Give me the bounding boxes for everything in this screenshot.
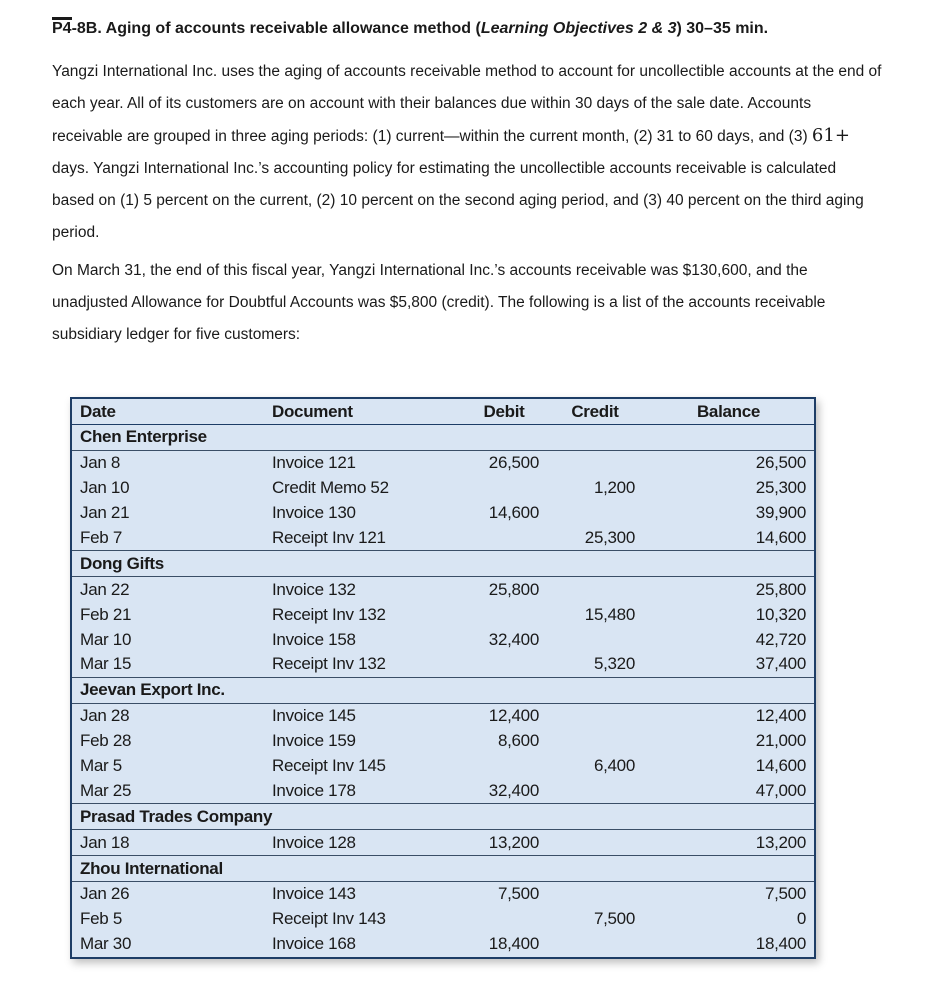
- table-row: [71, 882, 815, 907]
- customer-row: [71, 804, 815, 830]
- table-row: [71, 577, 815, 602]
- cell-credit: [547, 450, 643, 475]
- problem-number: P4: [52, 17, 72, 37]
- cell-debit: 13,200: [488, 832, 539, 852]
- cell-credit: [547, 830, 643, 856]
- cell-debit: [461, 652, 547, 677]
- cell-date: Mar 5: [80, 756, 122, 776]
- problem-paragraph-1: [52, 56, 882, 249]
- cell-credit: [547, 932, 643, 958]
- cell-debit: [461, 907, 547, 932]
- cell-balance: 47,000: [755, 780, 806, 800]
- cell-date: Mar 30: [80, 934, 132, 954]
- cell-balance: 18,400: [755, 934, 806, 954]
- table-row: [71, 907, 815, 932]
- cell-balance: 26,500: [755, 453, 806, 473]
- cell-document: Receipt Inv 143: [272, 909, 386, 929]
- customer-name: Dong Gifts: [71, 551, 815, 577]
- subsidiary-ledger-table: [70, 397, 816, 959]
- table-row: [71, 932, 815, 958]
- cell-document: Receipt Inv 132: [272, 604, 386, 624]
- cell-debit: [461, 602, 547, 627]
- cell-credit: 15,480: [584, 604, 635, 624]
- customer-row: [71, 551, 815, 577]
- cell-balance: 21,000: [755, 731, 806, 751]
- cell-document: Receipt Inv 121: [272, 528, 386, 547]
- cell-document: Invoice 130: [272, 503, 356, 523]
- customer-name: Chen Enterprise: [71, 425, 815, 451]
- cell-credit: [547, 501, 643, 526]
- cell-document: Invoice 168: [272, 934, 356, 954]
- ledger-body: [71, 425, 815, 958]
- table-row: [71, 627, 815, 652]
- customer-row: [71, 425, 815, 451]
- cell-debit: [461, 526, 547, 551]
- cell-credit: [547, 882, 643, 907]
- cell-date: Jan 18: [80, 832, 130, 852]
- table-row: [71, 652, 815, 677]
- cell-date: Feb 21: [80, 604, 132, 624]
- cell-date: Feb 5: [80, 909, 122, 929]
- cell-debit: 7,500: [497, 884, 539, 904]
- problem-heading: -8B. Aging of accounts receivable allowance method (: [71, 20, 481, 37]
- cell-debit: 32,400: [488, 629, 539, 649]
- cell-balance: 14,600: [755, 528, 806, 547]
- cell-credit: [547, 627, 643, 652]
- cell-debit: 32,400: [488, 780, 539, 800]
- cell-balance: 12,400: [755, 706, 806, 726]
- learning-objectives: Learning Objectives 2 & 3: [480, 20, 677, 37]
- cell-balance: 0: [796, 909, 806, 929]
- problem-paragraph-2: On March 31, the end of this fiscal year, Yangzi International Inc.’s accounts receivable was $130,600, and the unadjusted Allowance for Doubtful Accounts was $5,800 (credit). The following is a list of the accounts receivable subsidiary ledger for five customers:: [52, 262, 826, 343]
- header-credit: Credit: [547, 398, 643, 425]
- cell-document: Invoice 143: [272, 884, 356, 904]
- table-row: [71, 526, 815, 551]
- cell-debit: [461, 754, 547, 779]
- customer-name: Zhou International: [71, 856, 815, 882]
- paragraph-text: Yangzi International Inc. uses the aging of accounts receivable method to account for uncollectible accounts at the end of each year. All of its customers are on account with their balances due within 30 days of the sale date. Accounts receivable are grouped in three aging periods: (1) current—within the current month, (2) 31 to 60 days, and (3): [52, 63, 882, 145]
- header-date: Date: [71, 398, 264, 425]
- ledger-table-container: [70, 397, 816, 959]
- cell-credit: 7,500: [593, 909, 635, 929]
- table-row: [71, 450, 815, 475]
- cell-date: Mar 15: [80, 654, 132, 674]
- cell-document: Credit Memo 52: [272, 478, 389, 498]
- cell-date: Mar 25: [80, 780, 132, 800]
- cell-credit: 5,320: [593, 654, 635, 674]
- aging-period-label: 61+: [811, 125, 850, 146]
- cell-document: Invoice 178: [272, 780, 356, 800]
- cell-debit: 8,600: [497, 731, 539, 751]
- cell-debit: 18,400: [488, 934, 539, 954]
- problem-time: ) 30–35 min.: [676, 20, 769, 37]
- table-row: [71, 501, 815, 526]
- cell-debit: 14,600: [488, 503, 539, 523]
- cell-debit: 12,400: [488, 706, 539, 726]
- cell-credit: 25,300: [584, 528, 635, 547]
- cell-balance: 37,400: [755, 654, 806, 674]
- cell-document: Invoice 121: [272, 453, 356, 473]
- cell-date: Jan 10: [80, 478, 130, 498]
- cell-balance: 25,300: [755, 478, 806, 498]
- cell-document: Invoice 159: [272, 731, 356, 751]
- cell-balance: 13,200: [755, 832, 806, 852]
- cell-balance: 10,320: [755, 604, 806, 624]
- cell-balance: 14,600: [755, 756, 806, 776]
- cell-credit: [547, 729, 643, 754]
- header-document: Document: [264, 398, 461, 425]
- table-row: [71, 602, 815, 627]
- header-debit: Debit: [461, 398, 547, 425]
- customer-row: [71, 677, 815, 703]
- cell-document: Invoice 145: [272, 706, 356, 726]
- problem-title: [52, 20, 768, 38]
- cell-balance: 25,800: [755, 579, 806, 599]
- table-row: [71, 754, 815, 779]
- cell-credit: 6,400: [593, 756, 635, 776]
- cell-balance: 39,900: [755, 503, 806, 523]
- cell-credit: [547, 778, 643, 803]
- cell-debit: 25,800: [488, 579, 539, 599]
- cell-document: Receipt Inv 132: [272, 654, 386, 674]
- table-row: [71, 476, 815, 501]
- table-row: [71, 703, 815, 728]
- customer-row: [71, 856, 815, 882]
- cell-date: Feb 28: [80, 731, 132, 751]
- cell-date: Mar 10: [80, 629, 132, 649]
- table-row: [71, 830, 815, 856]
- cell-date: Jan 26: [80, 884, 130, 904]
- customer-name: Prasad Trades Company: [71, 804, 815, 830]
- table-row: [71, 729, 815, 754]
- cell-balance: 42,720: [755, 629, 806, 649]
- table-row: [71, 778, 815, 803]
- cell-date: Jan 8: [80, 453, 121, 473]
- cell-debit: [461, 476, 547, 501]
- cell-debit: 26,500: [488, 453, 539, 473]
- cell-document: Invoice 158: [272, 629, 356, 649]
- cell-balance: 7,500: [764, 884, 806, 904]
- cell-credit: [547, 703, 643, 728]
- cell-date: Feb 7: [80, 528, 122, 547]
- header-balance: Balance: [643, 398, 815, 425]
- cell-credit: 1,200: [593, 478, 635, 498]
- paragraph-text: days. Yangzi International Inc.’s accounting policy for estimating the uncollectible accounts receivable is calculated based on (1) 5 percent on the current, (2) 10 percent on the second aging period, and (3) 40 percent on the third aging period.: [52, 160, 864, 241]
- cell-document: Invoice 128: [272, 832, 356, 852]
- cell-document: Receipt Inv 145: [272, 756, 386, 776]
- cell-date: Jan 28: [80, 706, 130, 726]
- customer-name: Jeevan Export Inc.: [71, 677, 815, 703]
- cell-date: Jan 21: [80, 503, 130, 523]
- cell-document: Invoice 132: [272, 579, 356, 599]
- table-header-row: [71, 398, 815, 425]
- cell-credit: [547, 577, 643, 602]
- cell-date: Jan 22: [80, 579, 130, 599]
